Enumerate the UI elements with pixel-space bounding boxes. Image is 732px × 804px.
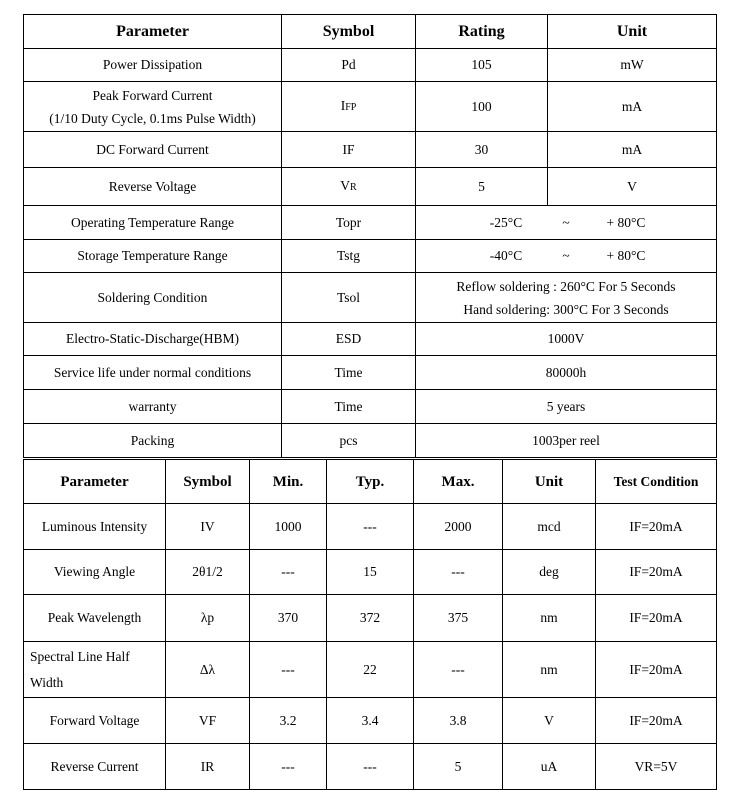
unit-cell: nm (503, 642, 596, 698)
rating-cell: 105 (416, 49, 548, 82)
param-line: (1/10 Duty Cycle, 0.1ms Pulse Width) (49, 110, 256, 126)
range-separator: ~ (562, 248, 570, 263)
param-line: Spectral Line Half (30, 648, 130, 664)
typ-cell: 372 (327, 595, 414, 642)
table-row (24, 550, 717, 595)
unit-cell: mA (548, 82, 717, 132)
unit-cell: V (548, 168, 717, 206)
header-symbol: Symbol (282, 15, 416, 49)
condition-cell: IF=20mA (596, 698, 717, 744)
header-typ: Typ. (327, 460, 414, 504)
header-parameter: Parameter (24, 460, 166, 504)
symbol-cell: Pd (282, 49, 416, 82)
param-cell: Service life under normal conditions (24, 356, 282, 390)
table-row (24, 240, 717, 273)
unit-cell: deg (503, 550, 596, 595)
header-rating: Rating (416, 15, 548, 49)
typ-cell: 22 (327, 642, 414, 698)
table-row (24, 82, 717, 132)
symbol-main: V (340, 177, 351, 193)
min-cell: 1000 (250, 504, 327, 550)
symbol-cell: IV (166, 504, 250, 550)
condition-cell: IF=20mA (596, 595, 717, 642)
param-cell: Reverse Voltage (24, 168, 282, 206)
table-row (24, 504, 717, 550)
table-row (24, 273, 717, 323)
table-row (24, 168, 717, 206)
header-min: Min. (250, 460, 327, 504)
condition-cell: IF=20mA (596, 642, 717, 698)
rating-cell: 5 (416, 168, 548, 206)
min-cell: --- (250, 642, 327, 698)
param-cell: Luminous Intensity (24, 504, 166, 550)
min-cell: --- (250, 550, 327, 595)
symbol-cell: Tsol (282, 273, 416, 323)
unit-cell: V (503, 698, 596, 744)
symbol-cell: IR (166, 744, 250, 790)
param-cell (24, 642, 166, 698)
header-test-condition: Test Condition (596, 460, 717, 504)
table-row (24, 323, 717, 356)
unit-cell: mA (548, 132, 717, 168)
symbol-cell: VF (166, 698, 250, 744)
symbol-cell (282, 168, 416, 206)
min-cell: 3.2 (250, 698, 327, 744)
table-row (24, 390, 717, 424)
param-cell: Peak Wavelength (24, 595, 166, 642)
header-symbol: Symbol (166, 460, 250, 504)
param-line: Width (30, 674, 64, 690)
symbol-cell: Topr (282, 206, 416, 240)
param-cell: Reverse Current (24, 744, 166, 790)
typ-cell: 3.4 (327, 698, 414, 744)
symbol-cell: Time (282, 390, 416, 424)
max-cell: --- (414, 550, 503, 595)
param-line: Peak Forward Current (92, 87, 213, 103)
condition-cell: IF=20mA (596, 504, 717, 550)
header-unit: Unit (548, 15, 717, 49)
param-cell: Viewing Angle (24, 550, 166, 595)
symbol-cell: ESD (282, 323, 416, 356)
symbol-cell: Δλ (166, 642, 250, 698)
range-high: + 80°C (606, 248, 646, 263)
param-cell: Soldering Condition (24, 273, 282, 323)
unit-cell: mW (548, 49, 717, 82)
param-cell: Packing (24, 424, 282, 458)
typ-cell: --- (327, 504, 414, 550)
min-cell: --- (250, 744, 327, 790)
table-row (24, 698, 717, 744)
range-high: + 80°C (606, 214, 646, 230)
param-cell: Operating Temperature Range (24, 206, 282, 240)
value-cell (416, 273, 717, 323)
symbol-cell: 2θ1/2 (166, 550, 250, 595)
value-cell: 1000V (416, 323, 717, 356)
max-cell: 375 (414, 595, 503, 642)
value-cell: 1003per reel (416, 424, 717, 458)
table-header-row (24, 15, 717, 49)
absolute-max-ratings-table (23, 14, 717, 458)
table-row (24, 595, 717, 642)
typ-cell: --- (327, 744, 414, 790)
value-cell: 80000h (416, 356, 717, 390)
table-row (24, 132, 717, 168)
symbol-cell: IF (282, 132, 416, 168)
unit-cell: mcd (503, 504, 596, 550)
symbol-subscript: R (350, 181, 357, 193)
unit-cell: nm (503, 595, 596, 642)
unit-cell: uA (503, 744, 596, 790)
range-cell (416, 206, 717, 240)
symbol-cell (282, 82, 416, 132)
table-row (24, 356, 717, 390)
symbol-cell: λp (166, 595, 250, 642)
electro-optical-characteristics-table (23, 459, 717, 790)
symbol-cell: Time (282, 356, 416, 390)
max-cell: 5 (414, 744, 503, 790)
table-row (24, 49, 717, 82)
param-cell: Forward Voltage (24, 698, 166, 744)
value-line: Hand soldering: 300°C For 3 Seconds (463, 301, 669, 317)
table-row (24, 206, 717, 240)
param-cell: Electro-Static-Discharge(HBM) (24, 323, 282, 356)
max-cell: --- (414, 642, 503, 698)
param-cell: warranty (24, 390, 282, 424)
value-line: Reflow soldering : 260°C For 5 Seconds (456, 278, 676, 294)
range-low: -40°C (489, 248, 523, 263)
header-max: Max. (414, 460, 503, 504)
min-cell: 370 (250, 595, 327, 642)
table-row (24, 744, 717, 790)
header-unit: Unit (503, 460, 596, 504)
table-row (24, 642, 717, 698)
param-cell (24, 82, 282, 132)
value-cell: 5 years (416, 390, 717, 424)
symbol-subscript: FP (345, 101, 357, 113)
symbol-cell: pcs (282, 424, 416, 458)
table-header-row (24, 460, 717, 504)
symbol-cell: Tstg (282, 240, 416, 273)
typ-cell: 15 (327, 550, 414, 595)
range-separator: ~ (562, 214, 570, 230)
rating-cell: 100 (416, 82, 548, 132)
range-cell (416, 240, 717, 273)
table-row (24, 424, 717, 458)
param-cell: Storage Temperature Range (24, 240, 282, 273)
max-cell: 2000 (414, 504, 503, 550)
range-low: -25°C (489, 214, 523, 230)
condition-cell: VR=5V (596, 744, 717, 790)
symbol-main: I (340, 97, 346, 113)
rating-cell: 30 (416, 132, 548, 168)
param-cell: DC Forward Current (24, 132, 282, 168)
max-cell: 3.8 (414, 698, 503, 744)
header-parameter: Parameter (24, 15, 282, 49)
param-cell: Power Dissipation (24, 49, 282, 82)
condition-cell: IF=20mA (596, 550, 717, 595)
